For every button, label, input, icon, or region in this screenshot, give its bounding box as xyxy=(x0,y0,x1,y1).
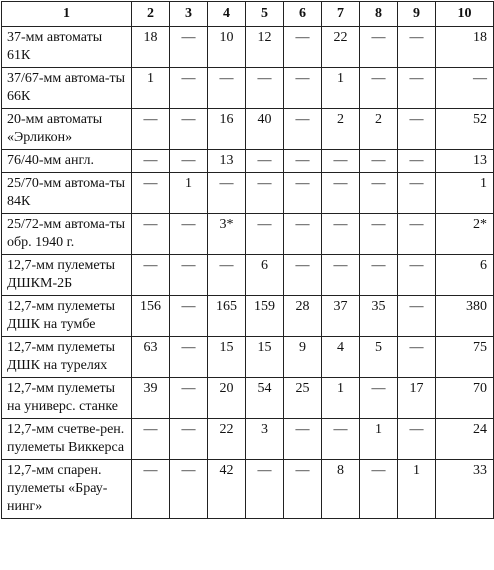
value-cell: 1 xyxy=(322,378,360,419)
table-row xyxy=(2,460,494,519)
value-cell: 70 xyxy=(436,378,494,419)
value-cell: 6 xyxy=(246,255,284,296)
weapon-name-cell: 12,7-мм счетве-рен. пулеметы Виккерса xyxy=(2,419,132,460)
table-row xyxy=(2,150,494,173)
column-header: 9 xyxy=(398,2,436,27)
value-cell: — xyxy=(284,255,322,296)
value-cell: 5 xyxy=(360,337,398,378)
value-cell: — xyxy=(170,255,208,296)
value-cell: — xyxy=(284,460,322,519)
value-cell: 13 xyxy=(436,150,494,173)
table-row xyxy=(2,296,494,337)
value-cell: — xyxy=(360,173,398,214)
table-body xyxy=(2,27,494,519)
value-cell: — xyxy=(398,296,436,337)
value-cell: 25 xyxy=(284,378,322,419)
value-cell: — xyxy=(208,255,246,296)
value-cell: — xyxy=(360,68,398,109)
value-cell: — xyxy=(132,255,170,296)
value-cell: — xyxy=(208,173,246,214)
value-cell: 75 xyxy=(436,337,494,378)
weapon-name-cell: 76/40-мм англ. xyxy=(2,150,132,173)
value-cell: 33 xyxy=(436,460,494,519)
value-cell: — xyxy=(170,296,208,337)
value-cell: 17 xyxy=(398,378,436,419)
value-cell: 3 xyxy=(246,419,284,460)
value-cell: 54 xyxy=(246,378,284,419)
value-cell: 28 xyxy=(284,296,322,337)
weapon-name-cell: 37/67-мм автома-ты 66К xyxy=(2,68,132,109)
column-header: 6 xyxy=(284,2,322,27)
value-cell: — xyxy=(360,460,398,519)
value-cell: 2 xyxy=(322,109,360,150)
value-cell: — xyxy=(322,173,360,214)
value-cell: 1 xyxy=(436,173,494,214)
value-cell: — xyxy=(284,27,322,68)
value-cell: — xyxy=(322,255,360,296)
weapon-name-cell: 20-мм автоматы «Эрликон» xyxy=(2,109,132,150)
value-cell: 2 xyxy=(360,109,398,150)
table-row xyxy=(2,68,494,109)
column-header: 5 xyxy=(246,2,284,27)
value-cell: 1 xyxy=(170,173,208,214)
value-cell: 22 xyxy=(322,27,360,68)
value-cell: — xyxy=(170,419,208,460)
header-row xyxy=(2,2,494,27)
value-cell: 1 xyxy=(132,68,170,109)
value-cell: 156 xyxy=(132,296,170,337)
column-header: 2 xyxy=(132,2,170,27)
value-cell: 35 xyxy=(360,296,398,337)
value-cell: 165 xyxy=(208,296,246,337)
value-cell: — xyxy=(360,27,398,68)
column-header: 4 xyxy=(208,2,246,27)
table-row xyxy=(2,378,494,419)
weapon-name-cell: 25/70-мм автома-ты 84К xyxy=(2,173,132,214)
value-cell: — xyxy=(170,27,208,68)
value-cell: — xyxy=(170,337,208,378)
armament-table xyxy=(1,1,494,519)
value-cell: — xyxy=(284,109,322,150)
value-cell: — xyxy=(398,419,436,460)
value-cell: — xyxy=(398,68,436,109)
value-cell: — xyxy=(398,109,436,150)
value-cell: 15 xyxy=(208,337,246,378)
value-cell: — xyxy=(170,378,208,419)
value-cell: 6 xyxy=(436,255,494,296)
value-cell: 24 xyxy=(436,419,494,460)
value-cell: 3* xyxy=(208,214,246,255)
weapon-name-cell: 12,7-мм пулеметы ДШК на турелях xyxy=(2,337,132,378)
value-cell: — xyxy=(284,173,322,214)
value-cell: 10 xyxy=(208,27,246,68)
value-cell: — xyxy=(132,419,170,460)
table-row xyxy=(2,27,494,68)
value-cell: — xyxy=(398,214,436,255)
value-cell: — xyxy=(132,150,170,173)
table-row xyxy=(2,337,494,378)
column-header: 7 xyxy=(322,2,360,27)
value-cell: 15 xyxy=(246,337,284,378)
column-header: 1 xyxy=(2,2,132,27)
value-cell: 18 xyxy=(132,27,170,68)
value-cell: 42 xyxy=(208,460,246,519)
value-cell: — xyxy=(398,255,436,296)
value-cell: — xyxy=(360,150,398,173)
value-cell: 4 xyxy=(322,337,360,378)
value-cell: — xyxy=(170,150,208,173)
value-cell: 380 xyxy=(436,296,494,337)
value-cell: — xyxy=(398,173,436,214)
value-cell: 9 xyxy=(284,337,322,378)
value-cell: 18 xyxy=(436,27,494,68)
value-cell: — xyxy=(246,214,284,255)
value-cell: 159 xyxy=(246,296,284,337)
value-cell: — xyxy=(436,68,494,109)
value-cell: 2* xyxy=(436,214,494,255)
value-cell: — xyxy=(360,255,398,296)
value-cell: — xyxy=(132,173,170,214)
table-row xyxy=(2,173,494,214)
value-cell: 1 xyxy=(360,419,398,460)
value-cell: — xyxy=(398,337,436,378)
column-header: 3 xyxy=(170,2,208,27)
weapon-name-cell: 25/72-мм автома-ты обр. 1940 г. xyxy=(2,214,132,255)
value-cell: — xyxy=(322,150,360,173)
weapon-name-cell: 12,7-мм пулеметы на универс. станке xyxy=(2,378,132,419)
value-cell: — xyxy=(360,378,398,419)
value-cell: — xyxy=(360,214,398,255)
value-cell: 1 xyxy=(322,68,360,109)
value-cell: — xyxy=(398,27,436,68)
column-header: 8 xyxy=(360,2,398,27)
value-cell: 12 xyxy=(246,27,284,68)
value-cell: 40 xyxy=(246,109,284,150)
value-cell: 37 xyxy=(322,296,360,337)
value-cell: 16 xyxy=(208,109,246,150)
value-cell: — xyxy=(398,150,436,173)
value-cell: 8 xyxy=(322,460,360,519)
value-cell: — xyxy=(322,214,360,255)
value-cell: — xyxy=(170,68,208,109)
value-cell: 22 xyxy=(208,419,246,460)
value-cell: — xyxy=(284,68,322,109)
value-cell: — xyxy=(170,460,208,519)
value-cell: — xyxy=(284,214,322,255)
weapon-name-cell: 12,7-мм спарен. пулеметы «Брау-нинг» xyxy=(2,460,132,519)
value-cell: — xyxy=(132,460,170,519)
value-cell: 63 xyxy=(132,337,170,378)
value-cell: — xyxy=(246,68,284,109)
table-row xyxy=(2,255,494,296)
value-cell: — xyxy=(132,109,170,150)
value-cell: — xyxy=(246,150,284,173)
weapon-name-cell: 37-мм автоматы 61К xyxy=(2,27,132,68)
value-cell: — xyxy=(322,419,360,460)
table-row xyxy=(2,419,494,460)
value-cell: — xyxy=(208,68,246,109)
table-row xyxy=(2,214,494,255)
value-cell: — xyxy=(246,173,284,214)
value-cell: — xyxy=(132,214,170,255)
value-cell: 39 xyxy=(132,378,170,419)
value-cell: — xyxy=(246,460,284,519)
value-cell: — xyxy=(284,419,322,460)
value-cell: 52 xyxy=(436,109,494,150)
value-cell: 13 xyxy=(208,150,246,173)
value-cell: — xyxy=(170,109,208,150)
weapon-name-cell: 12,7-мм пулеметы ДШК на тумбе xyxy=(2,296,132,337)
weapon-name-cell: 12,7-мм пулеметы ДШКМ-2Б xyxy=(2,255,132,296)
column-header: 10 xyxy=(436,2,494,27)
value-cell: — xyxy=(284,150,322,173)
value-cell: — xyxy=(170,214,208,255)
value-cell: 20 xyxy=(208,378,246,419)
table-row xyxy=(2,109,494,150)
value-cell: 1 xyxy=(398,460,436,519)
